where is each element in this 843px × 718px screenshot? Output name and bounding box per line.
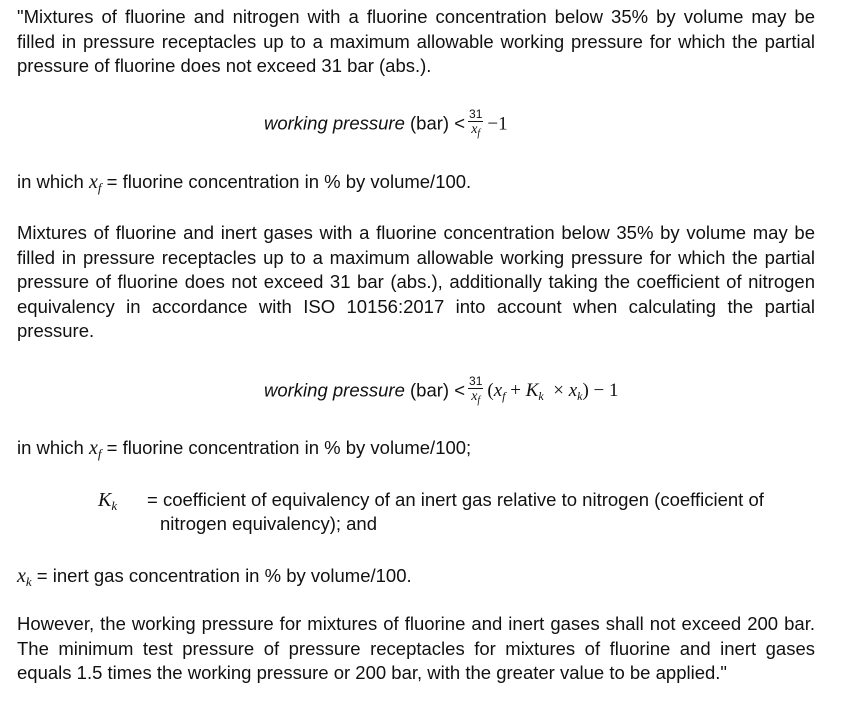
variable-xk: $x_k$ [17, 565, 32, 589]
definition-xf-1: in which $x_f$ = fluorine concentration in % by volume/100. [17, 171, 472, 195]
fraction-numerator: 31 [469, 107, 483, 121]
formula-lhs-unit: (bar) < [404, 379, 466, 401]
definition-xf-2: in which $x_f$ = fluorine concentration in % by volume/100; [17, 437, 472, 461]
definition-xk: $x_k$ = inert gas concentration in % by volume/100. [17, 565, 412, 589]
variable-xf: $x_f$ [88, 171, 102, 195]
formula-expression: $(x_f + K_k \times x_k) - 1$ [487, 380, 619, 404]
paragraph-working-pressure-limit: However, the working pressure for mixtures of fluorine and inert gases shall not exceed 200 bar. The minimum test pressure of pressure receptacles for mixtures of fluorine and inert gases equals 1.5 times the working pressure or 200 bar, with the greater value to be applied." [17, 613, 815, 683]
formula-working-pressure-inert [264, 374, 619, 409]
formula-working-pressure-nitrogen [264, 107, 508, 142]
paragraph-fluorine-inert-gases: Mixtures of fluorine and inert gases with a fluorine concentration below 35% by volume may be filled in pressure receptacles up to a maximum allowable working pressure for which the partial pressure of fluorine does not exceed 31 bar (abs.), additionally taking the coefficient of nitrogen equivalency in accordance with ISO 10156:2017 into account when calculating the partial pressure. [17, 222, 815, 341]
formula-lhs-unit: (bar) < [404, 112, 466, 134]
formula-fraction [468, 107, 483, 142]
variable-kk: $K_k$ [98, 489, 118, 513]
paragraph-fluorine-nitrogen: "Mixtures of fluorine and nitrogen with a fluorine concentration below 35% by volume may be filled in pressure receptacles up to a maximum allowable working pressure for which the partial pressure of fluorine does not exceed 31 bar (abs.). [17, 6, 815, 76]
fraction-denominator: $x_f$ [471, 389, 481, 406]
formula-fraction [468, 374, 483, 409]
variable-xf: $x_f$ [88, 437, 102, 461]
fraction-numerator: 31 [469, 374, 483, 388]
fraction-denominator: $x_f$ [471, 122, 481, 139]
formula-lhs-label: working pressure [264, 112, 405, 134]
definition-kk: = coefficient of equivalency of an inert gas relative to nitrogen (coefficient of nitrogen equivalency); and [147, 489, 764, 534]
formula-tail: −1 [487, 113, 508, 135]
formula-lhs-label: working pressure [264, 379, 405, 401]
